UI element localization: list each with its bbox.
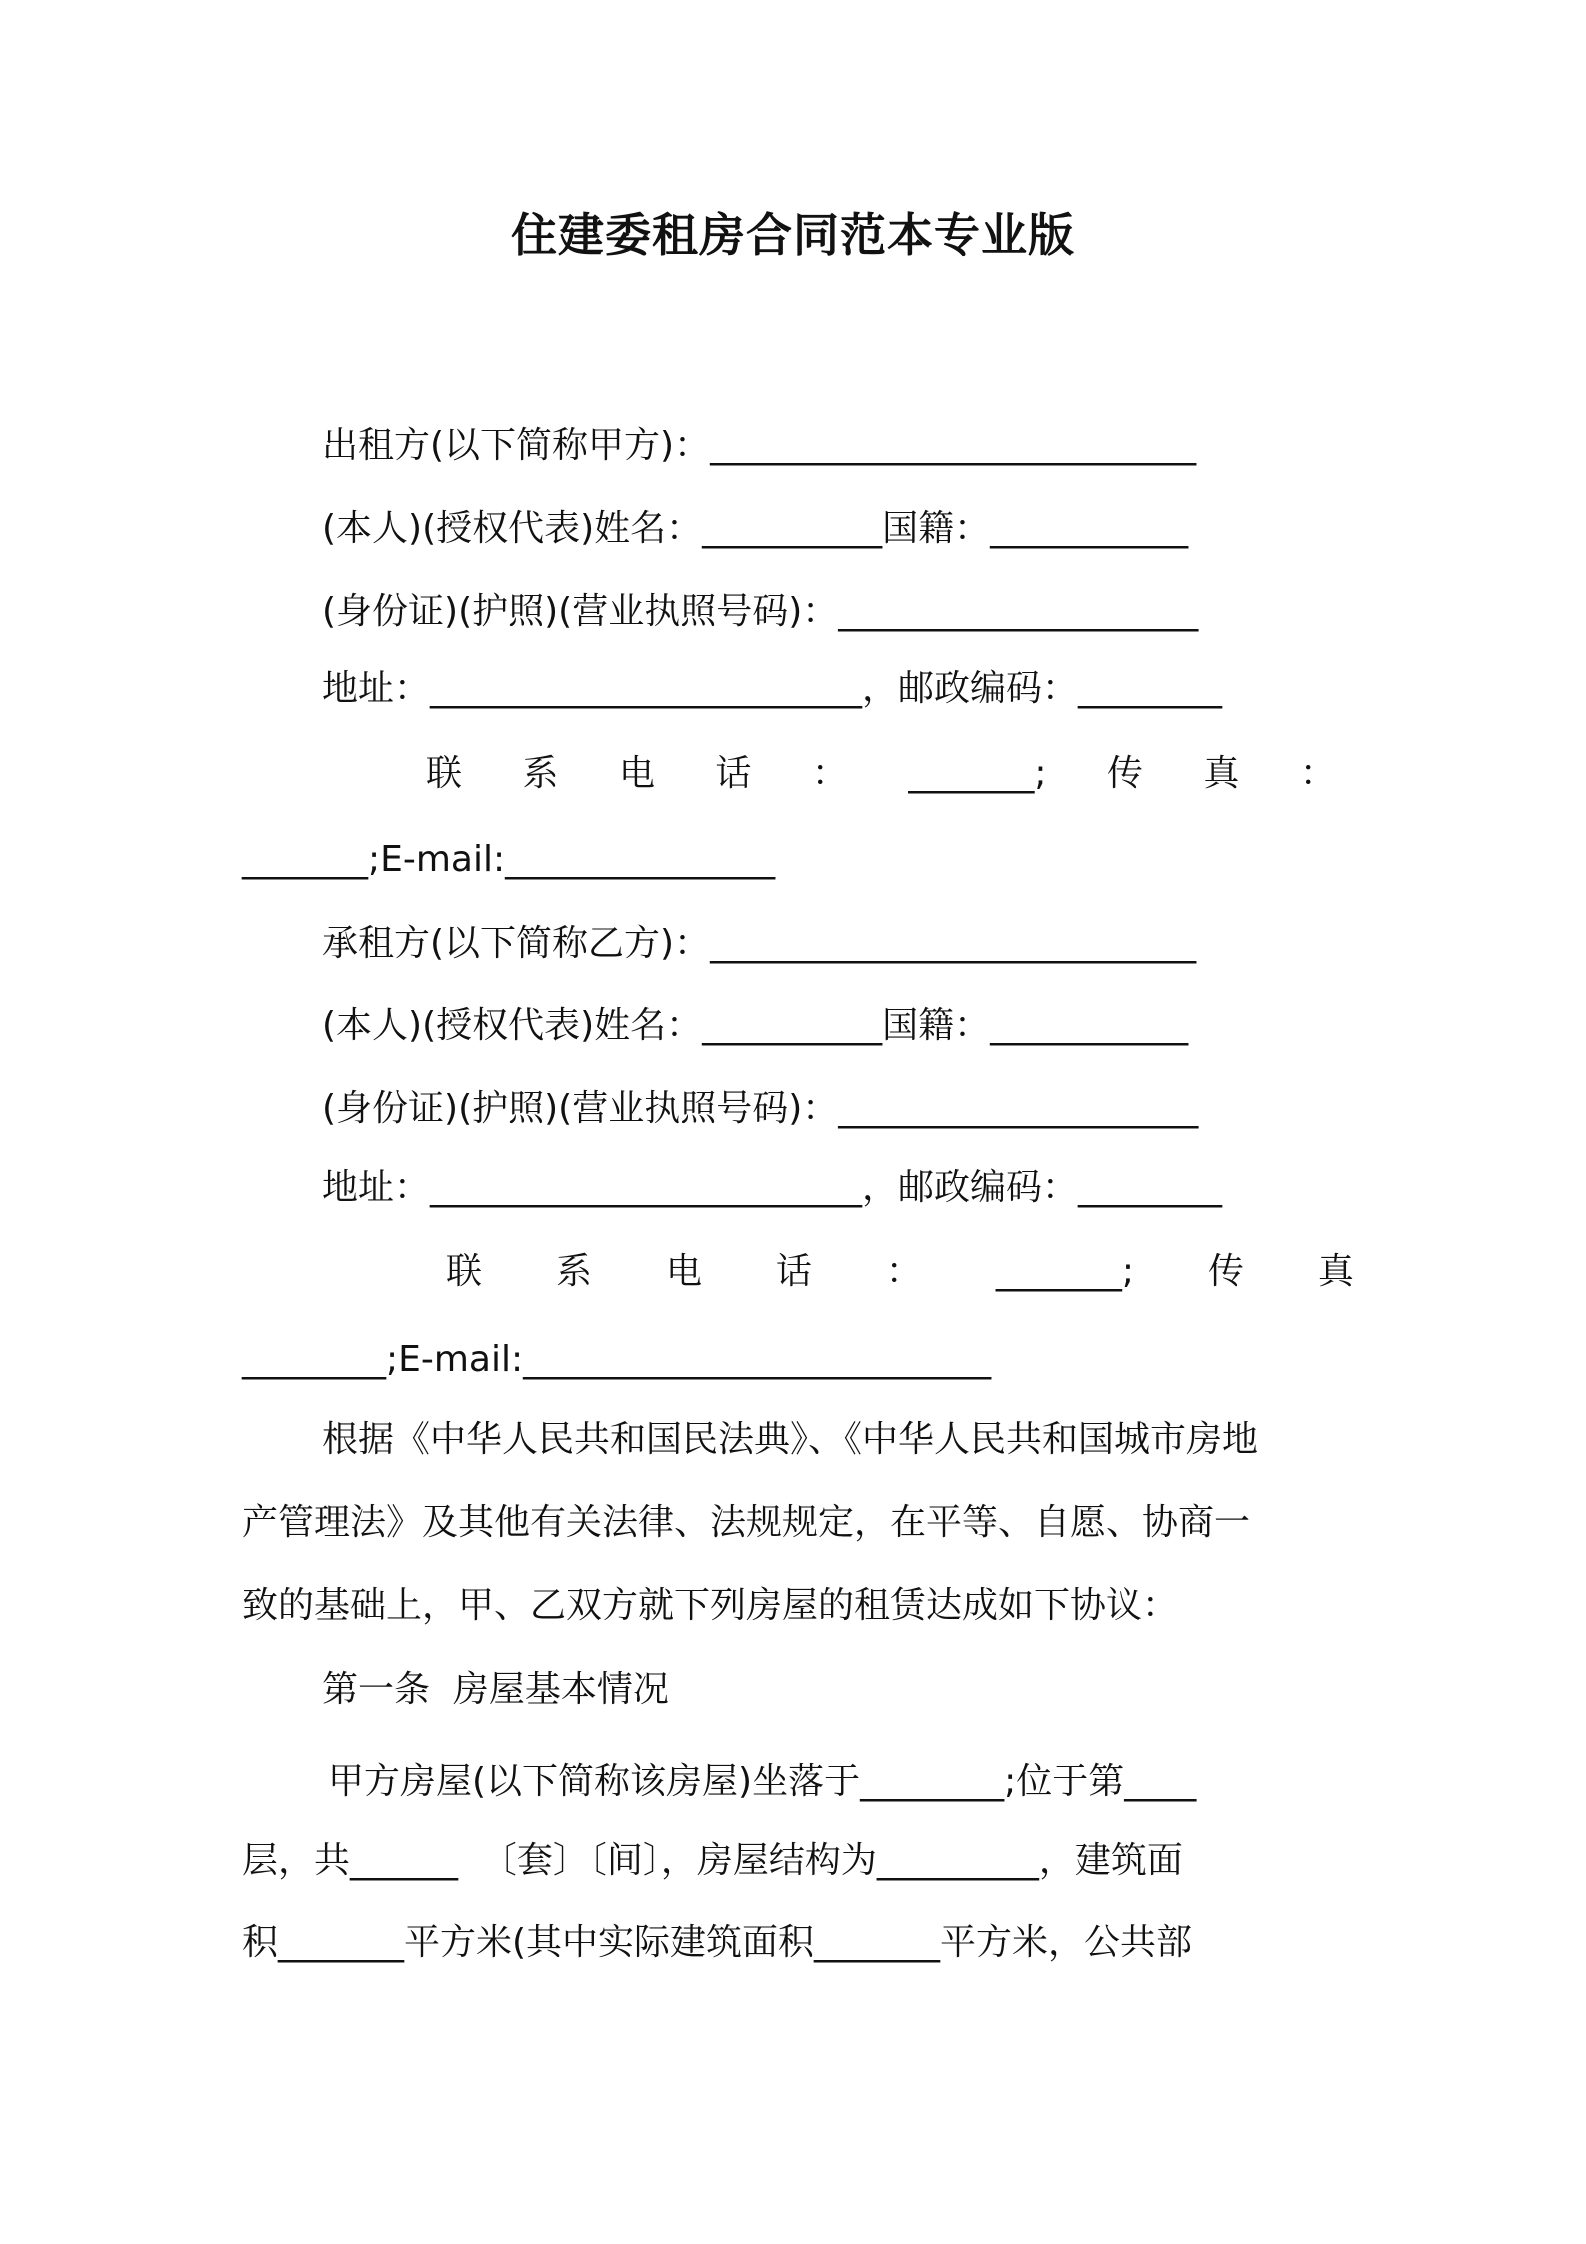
document-title: 住建委租房合同范本专业版 (511, 208, 1075, 262)
contact-char: 电 (618, 753, 655, 794)
lessee-email-line: ________;E-mail:__________________________ (242, 1339, 992, 1380)
preamble-line: 致的基础上，甲、乙双方就下列房屋的租赁达成如下协议： (242, 1585, 1179, 1626)
lessor-address-line: 地址：________________________，邮政编码：________ (322, 668, 1223, 709)
lessor-id-line: (身份证)(护照)(营业执照号码)：____________________ (322, 591, 1199, 632)
contact-char: 真 (1203, 753, 1240, 794)
lessee-address-line: 地址：________________________，邮政编码：________ (322, 1167, 1223, 1208)
contact-char: 联 (446, 1251, 483, 1292)
article-line: 甲方房屋(以下简称该房屋)坐落于________;位于第____ (328, 1761, 1197, 1802)
contact-char: 系 (522, 753, 559, 794)
lessee-contact-line (446, 1251, 1354, 1292)
contact-char: 联 (426, 753, 463, 794)
contact-char: 话 (715, 753, 752, 794)
lessor-representative-line: (本人)(授权代表)姓名：__________国籍：___________ (322, 508, 1189, 549)
contact-char: 话 (775, 1251, 812, 1292)
lessor-contact-line (426, 753, 1336, 794)
article-line: 积_______平方米(其中实际建筑面积_______平方米，公共部 (242, 1922, 1193, 1963)
contact-char: ： (885, 1251, 922, 1292)
lessor-email-line: _______;E-mail:_______________ (242, 839, 776, 880)
lessee-id-line: (身份证)(护照)(营业执照号码)：____________________ (322, 1088, 1199, 1129)
contact-char: ： (1299, 753, 1336, 794)
article-line: 层，共______ 〔套〕〔间〕，房屋结构为_________，建筑面 (242, 1840, 1183, 1881)
contact-phone-blank: _______; (908, 753, 1047, 794)
lessee-name-line: 承租方(以下简称乙方)：___________________________ (322, 923, 1197, 964)
contact-char: ： (811, 753, 848, 794)
article-heading: 第一条 房屋基本情况 (322, 1669, 669, 1710)
preamble-line: 产管理法》及其他有关法律、法规规定，在平等、自愿、协商一 (242, 1502, 1251, 1543)
contact-char: 传 (1106, 753, 1143, 794)
contact-char: 传 (1207, 1251, 1244, 1292)
preamble-line: 根据《中华人民共和国民法典》、《中华人民共和国城市房地 (322, 1419, 1259, 1460)
lessee-representative-line: (本人)(授权代表)姓名：__________国籍：___________ (322, 1005, 1189, 1046)
contact-phone-blank: _______; (995, 1251, 1134, 1292)
lessor-name-line: 出租方(以下简称甲方)：___________________________ (322, 425, 1197, 466)
contact-char: 电 (665, 1251, 702, 1292)
contact-char: 系 (555, 1251, 592, 1292)
contact-char: 真 (1317, 1251, 1354, 1292)
